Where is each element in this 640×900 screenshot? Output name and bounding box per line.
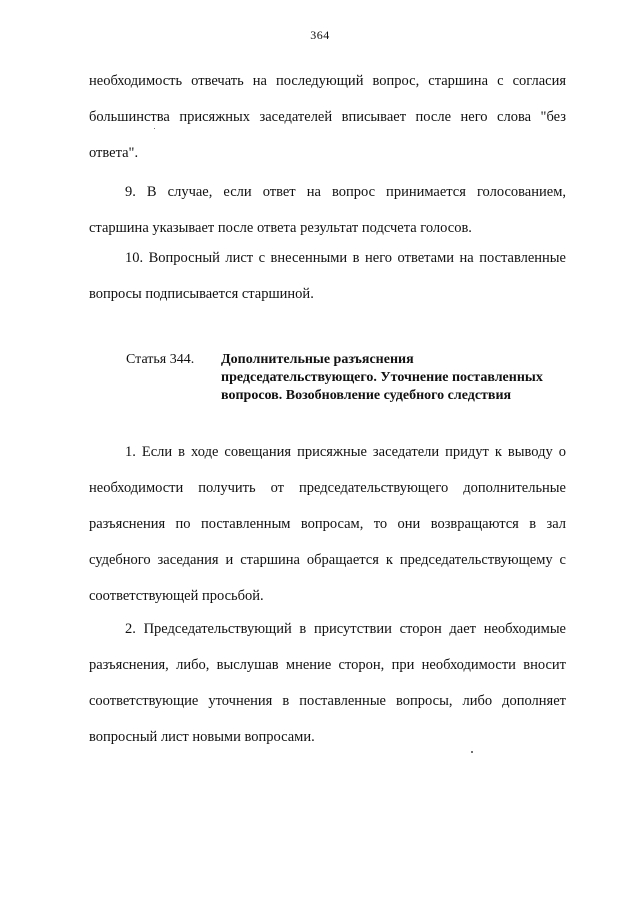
- paragraph-text: 1. Если в ходе совещания присяжные заседатели придут к выводу о необходимости получить от председательствующего дополнительные разъяснения по поставленным вопросам, то они возвращаются в зал судебного заседания и старшина обращается к председательствующему с соответствующей просьбой.: [89, 444, 566, 604]
- page-number: 364: [310, 28, 330, 42]
- article-title: [221, 351, 581, 405]
- paragraph-item-10: [89, 240, 566, 312]
- article-paragraph-1: [89, 434, 566, 614]
- paragraph-text: 2. Председательствующий в присутствии сторон дает необходимые разъяснения, либо, выслушав мнение сторон, при необходимости вносит соответствующие уточнения в поставленные вопросы, либо дополняет вопросный лист новыми вопросами.: [89, 621, 566, 745]
- paragraph-text: необходимость отвечать на последующий вопрос, старшина с согласия большинства присяжных заседателей вписывает после него слова "без ответа".: [89, 73, 566, 161]
- paragraph-text: 10. Вопросный лист с внесенными в него ответами на поставленные вопросы подписывается старшиной.: [89, 250, 566, 302]
- paragraph-item-9: [89, 174, 566, 246]
- article-title-line: председательствующего. Уточнение поставленных: [221, 370, 543, 385]
- paragraph-text: 9. В случае, если ответ на вопрос принимается голосованием, старшина указывает после ответа результат подсчета голосов.: [89, 184, 566, 236]
- continuation-paragraph: [89, 63, 566, 171]
- article-label: Статья 344.: [126, 352, 195, 367]
- article-paragraph-2: [89, 611, 566, 755]
- scan-speck: [154, 128, 155, 129]
- article-title-line: вопросов. Возобновление судебного следствия: [221, 388, 512, 403]
- article-title-line: Дополнительные разъяснения: [221, 352, 414, 367]
- scan-speck: [471, 751, 473, 753]
